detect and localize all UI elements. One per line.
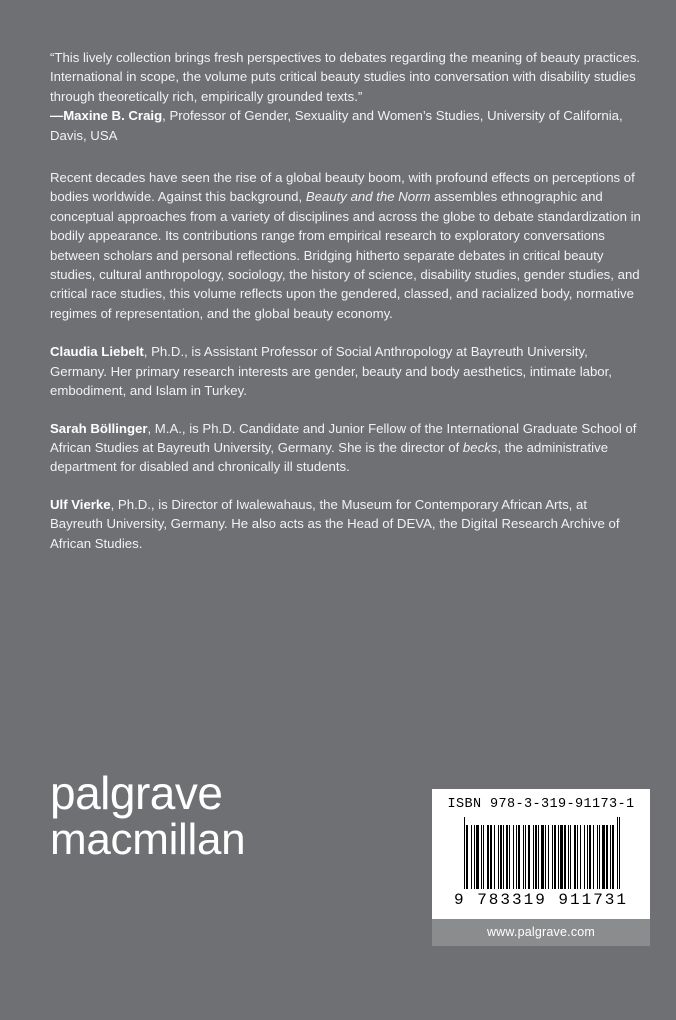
isbn-number: ISBN 978-3-319-91173-1 bbox=[447, 797, 635, 812]
publisher-website[interactable]: www.palgrave.com bbox=[432, 919, 650, 946]
description-part-2: assembles ethnographic and conceptual approaches from a variety of disciplines and across the globe to debate standardization in bodily appearance. Its contributions range from empirical research to exploratory conversations between scholars and personal reflections. Bridging hitherto separate debates in critical beauty studies, cultural anthropology, sociology, the history of science, disability studies, gender studies, and critical race studies, this volume reflects upon the gendered, classed, and racialized body, normative regimes of representation, and the global beauty economy. bbox=[50, 189, 641, 321]
publisher-logo bbox=[50, 767, 350, 864]
barcode-graphic bbox=[442, 817, 640, 889]
isbn-barcode-inner bbox=[432, 789, 650, 919]
author-bio-text-1: , Ph.D., is Director of Iwalewahaus, the Museum for Contemporary African Arts, at Bayreuth University, Germany. He also acts as the Head of DEVA, the Digital Research Archive of African Studies. bbox=[50, 496, 620, 551]
author-bio bbox=[50, 495, 642, 553]
barcode-digits: 9 783319 911731 bbox=[453, 891, 629, 909]
endorsement-author-affiliation: , Professor of Gender, Sexuality and Women’s Studies, University of California, Davis, USA bbox=[50, 108, 623, 143]
endorsement-author-name: —Maxine B. Craig bbox=[50, 108, 163, 124]
author-name: Claudia Liebelt bbox=[50, 344, 144, 360]
isbn-barcode-block bbox=[432, 789, 650, 946]
author-bio-italic: becks bbox=[462, 439, 498, 455]
endorsement-quote: “This lively collection brings fresh perspectives to debates regarding the meaning of beauty practices. International in scope, the volume puts critical beauty studies into conversation with disability studies through theoretically rich, empirically grounded texts.” bbox=[50, 50, 641, 104]
author-bio-text-1: , M.A., is Ph.D. Candidate and Junior Fellow of the International Graduate School of African Studies at Bayreuth University, Germany. She is the director of bbox=[50, 420, 637, 455]
book-title-italic: Beauty and the Norm bbox=[305, 189, 431, 205]
endorsement-paragraph bbox=[50, 48, 642, 145]
author-bio-text-1: , Ph.D., is Assistant Professor of Social Anthropology at Bayreuth University, Germany. Her primary research interests are gender, beauty and body aesthetics, intimate labor, embodiment, and Islam in Turkey. bbox=[50, 344, 612, 399]
author-bio-text-2: , the administrative department for disabled and chronically ill students. bbox=[50, 439, 609, 475]
book-description bbox=[50, 168, 642, 323]
publisher-logo-line-2: macmillan bbox=[50, 814, 246, 864]
author-name: Ulf Vierke bbox=[50, 496, 111, 512]
author-bios bbox=[50, 342, 642, 553]
author-bio bbox=[50, 342, 642, 400]
author-bio bbox=[50, 419, 642, 477]
description-part-1: Recent decades have seen the rise of a global beauty boom, with profound effects on perceptions of bodies worldwide. Against this background, bbox=[50, 170, 635, 205]
author-name: Sarah Böllinger bbox=[50, 420, 148, 436]
publisher-logo-line-1: palgrave bbox=[50, 767, 223, 819]
cover-text-content bbox=[50, 48, 642, 571]
